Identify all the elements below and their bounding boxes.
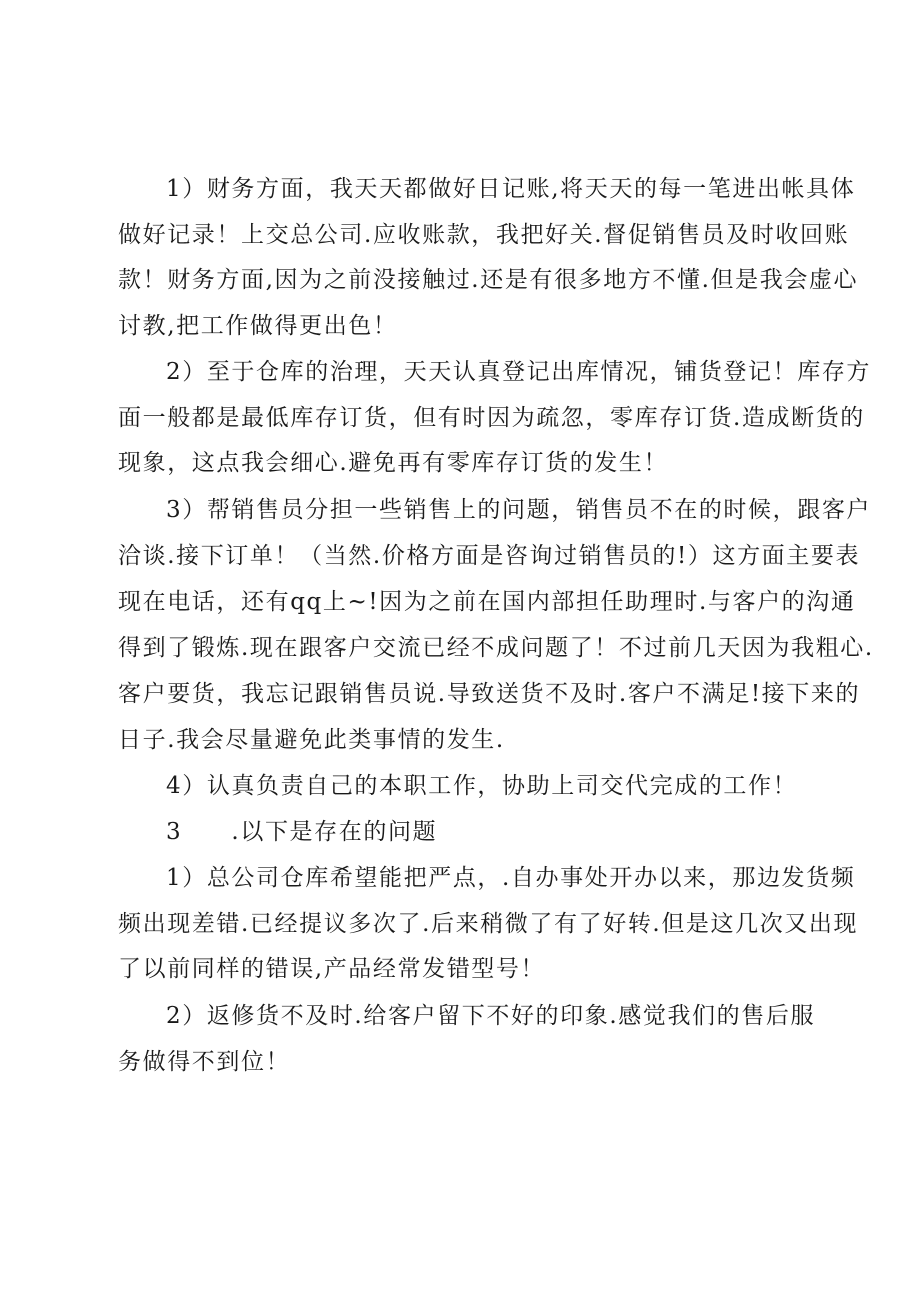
text-line: 洽谈.接下订单！（当然.价格方面是咨询过销售员的!）这方面主要表: [118, 543, 861, 569]
text-line: 3）帮销售员分担一些销售上的问题，销售员不在的时候，跟客户: [166, 497, 872, 523]
text-line: 务做得不到位！: [118, 1049, 291, 1075]
text-line: 讨教,把工作做得更出色！: [118, 313, 398, 339]
text-line: 了以前同样的错误,产品经常发错型号！: [118, 956, 546, 982]
text-line: 4）认真负责自己的本职工作，协助上司交代完成的工作！: [166, 773, 798, 799]
text-line: 现象，这点我会细心.避免再有零库存订货的发生！: [118, 450, 669, 476]
text-line: 1）财务方面，我天天都做好日记账,将天天的每一笔进出帐具体: [166, 176, 856, 202]
text-line: 2）返修货不及时.给客户留下不好的印象.感觉我们的售后服: [166, 1003, 816, 1029]
text-line: 做好记录！上交总公司.应收账款，我把好关.督促销售员及时收回账: [118, 222, 850, 248]
text-line: 款！财务方面,因为之前没接触过.还是有很多地方不懂.但是我会虚心: [118, 267, 859, 293]
text-line: 1）总公司仓库希望能把严点，.自办事处开办以来，那边发货频: [166, 865, 856, 891]
text-line: 2）至于仓库的治理，天天认真登记出库情况，铺货登记！库存方: [166, 359, 872, 385]
text-line: 频出现差错.已经提议多次了.后来稍微了有了好转.但是这几次又出现: [118, 911, 859, 937]
section-heading: 3 .以下是存在的问题: [166, 819, 438, 845]
text-line: 面一般都是最低库存订货，但有时因为疏忽，零库存订货.造成断货的: [118, 405, 865, 431]
text-line: 得到了锻炼.现在跟客户交流已经不成问题了！不过前几天因为我粗心.: [118, 635, 874, 661]
text-line: 现在电话，还有qq上~!因为之前在国内部担任助理时.与客户的沟通: [118, 589, 856, 615]
text-line: 日子.我会尽量避免此类事情的发生.: [118, 727, 505, 753]
text-line: 客户要货，我忘记跟销售员说.导致送货不及时.客户不满足!接下来的: [118, 681, 861, 707]
